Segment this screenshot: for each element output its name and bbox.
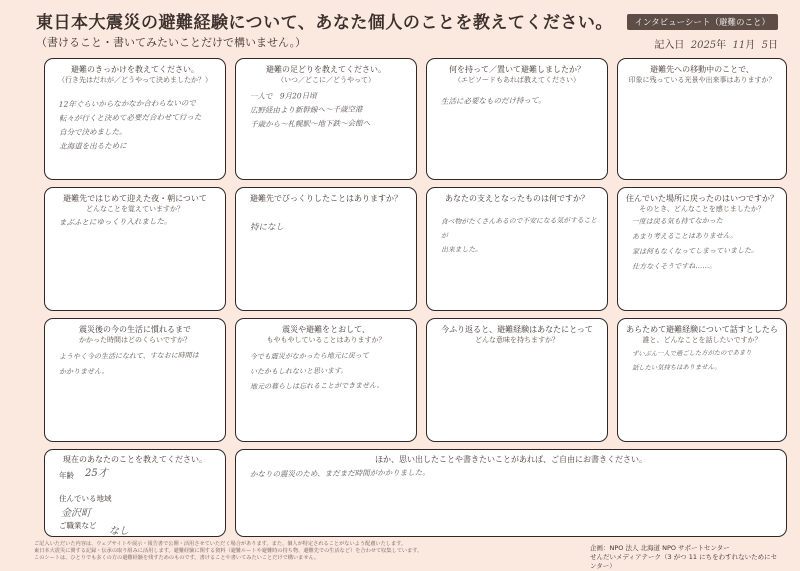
card-question: あなたの支えとなったものは何ですか？ [445, 194, 589, 203]
card-subquestion: かかった時間はどのくらいですか？ [79, 336, 191, 344]
card-other-notes [235, 449, 787, 537]
card-answer[interactable]: 一人で 9月20日頃 広野経由より新幹線へ〜千歳空港 千歳から〜札幌駅〜地下鉄〜会館へ [249, 91, 371, 129]
card-subquestion: どんなことを覚えていますか？ [86, 205, 184, 213]
card-subquestion: そのとき、どんなことを感じましたか？ [639, 205, 765, 213]
other-answer[interactable]: かなりの震災のため、まだまだ時間がかかりました。 [249, 467, 430, 479]
footer-sponsor: 企画：NPO 法人 北海道 NPO サポートセンター せんだいメディアテーク（3 がつ 11 にちをわすれないためにセンター） [590, 544, 778, 570]
card-evacuation-trigger [44, 58, 226, 180]
card-question: 住んでいた場所に戻ったのはいつですか？ [626, 194, 778, 203]
age-label: 年齢 [59, 471, 74, 480]
job-value[interactable]: なし [109, 526, 129, 537]
card-return-home [617, 187, 787, 311]
date-day-unit: 日 [768, 40, 778, 51]
card-answer[interactable] [441, 352, 599, 354]
card-first-night [44, 187, 226, 311]
date-day: 5 [761, 40, 768, 51]
profile-title: 現在のあなたのことを教えてください。 [63, 455, 207, 464]
card-subquestion: 印象に残っている光景や出来事はありますか？ [628, 76, 776, 84]
card-answer[interactable]: 生活に必要なものだけ持って。 [440, 95, 546, 106]
card-support [426, 187, 608, 311]
card-subquestion: どんな意味を持ちますか？ [475, 336, 559, 344]
date-year: 2025 [690, 40, 717, 51]
card-evacuation-route [235, 58, 417, 180]
card-answer[interactable]: 特になし [249, 222, 285, 233]
date-month: 11 [732, 40, 746, 51]
card-question: 避難先への移動中のことで、 [650, 65, 754, 74]
page-subtitle: （書けること・書いてみたいことだけで構いません。） [36, 36, 307, 49]
other-question: ほか、思い出したことや書きたいことがあれば、ご自由にお書きください。 [375, 455, 647, 464]
card-surprises [235, 187, 417, 311]
card-answer[interactable]: 食べ物がたくさんあるので不安になる気がすることが 出来ました。 [440, 216, 598, 254]
age-value[interactable]: 25才 [85, 468, 108, 479]
card-belongings [426, 58, 608, 180]
card-travel-memories [617, 58, 787, 180]
card-answer[interactable]: 12年ぐらいからなかなか合わらないので 転々が行くと決めて必要だ合わせて行った 自分で決めました。 北海道を出るために [58, 98, 202, 151]
card-question: 避難の足どりを教えてください。 [266, 65, 386, 74]
area-label: 住んでいる地域 [59, 494, 112, 503]
card-who-to-talk [617, 318, 787, 442]
card-lingering-feelings [235, 318, 417, 442]
card-answer[interactable] [632, 92, 778, 94]
card-subquestion: 誰と、どんなことを話したいですか？ [642, 336, 762, 344]
date-year-unit: 年 [716, 40, 727, 51]
card-subquestion: もやもやしていることはありますか？ [266, 336, 386, 344]
footer-disclaimer: ご記入いただいた内容は、ウェブサイトや展示・報告書で公開・活用させていただく場合があります。また、個人が特定されることがないよう配慮いたします。 東日本大震災に関する記録・伝承の取り組みに活用します。避難経験に関する資料（避難ルートや避難時の持ち物、避難先での生活など）を合わせて収集しています。 このシートは、ひとりでも多くの方の避難経験を残すためのものです。書けることや書いてみたいことだけで構いません。 [34, 541, 423, 561]
card-question: 何を持って／置いて避難しましたか？ [449, 65, 585, 74]
card-adjustment-time [44, 318, 226, 442]
card-question: 避難のきっかけを教えてください。 [71, 65, 199, 74]
entry-date [654, 36, 778, 51]
card-answer[interactable]: ようやく今の生活になれて、すなおに時間は かかりません。 [58, 351, 199, 376]
area-value[interactable]: 金沢町 [61, 508, 91, 519]
card-answer[interactable]: ずいぶん一人で過ごした方がたのであまり 話したい気持ちはありません。 [631, 349, 752, 372]
card-subquestion: （いつ／どこに／どうやって） [277, 76, 375, 84]
card-question: 避難先でびっくりしたことはありますか？ [250, 194, 402, 203]
card-profile [44, 449, 226, 537]
page-title: 東日本大震災の避難経験について、あなた個人のことを教えてください。 [36, 13, 613, 33]
card-answer[interactable]: まぶふとにゆっくり入れました。 [58, 216, 172, 227]
date-month-unit: 月 [745, 40, 756, 51]
card-answer[interactable]: 今でも震災がなかったら地元に戻って いたかもしれないと思います。 地元の暮らしは忘れることができません。 [249, 351, 384, 391]
card-question: 避難先ではじめて迎えた夜・朝について [63, 194, 207, 203]
card-question: 震災後の今の生活に慣れるまで [79, 325, 191, 334]
card-answer[interactable]: 一度は戻る気も持てなかった あまり考えることはありません。 家は何もなくなってしまっていました。 仕方なくそうですね……。 [631, 216, 759, 271]
card-meaning [426, 318, 608, 442]
sheet-type-badge: インタビューシート（避難のこと） [627, 14, 779, 30]
card-subquestion: （エピソードもあれば教えてください） [454, 76, 580, 84]
card-question: 今ふり返ると、避難経験はあなたにとって [441, 325, 593, 334]
card-question: あらためて避難経験について話すとしたら [626, 325, 778, 334]
date-label: 記入日 [654, 40, 685, 51]
card-subquestion: （行き先はだれが／どうやって決めましたか？） [58, 76, 212, 84]
job-label: ご職業など [59, 521, 97, 530]
card-question: 震災や避難をとおして、 [282, 325, 370, 334]
